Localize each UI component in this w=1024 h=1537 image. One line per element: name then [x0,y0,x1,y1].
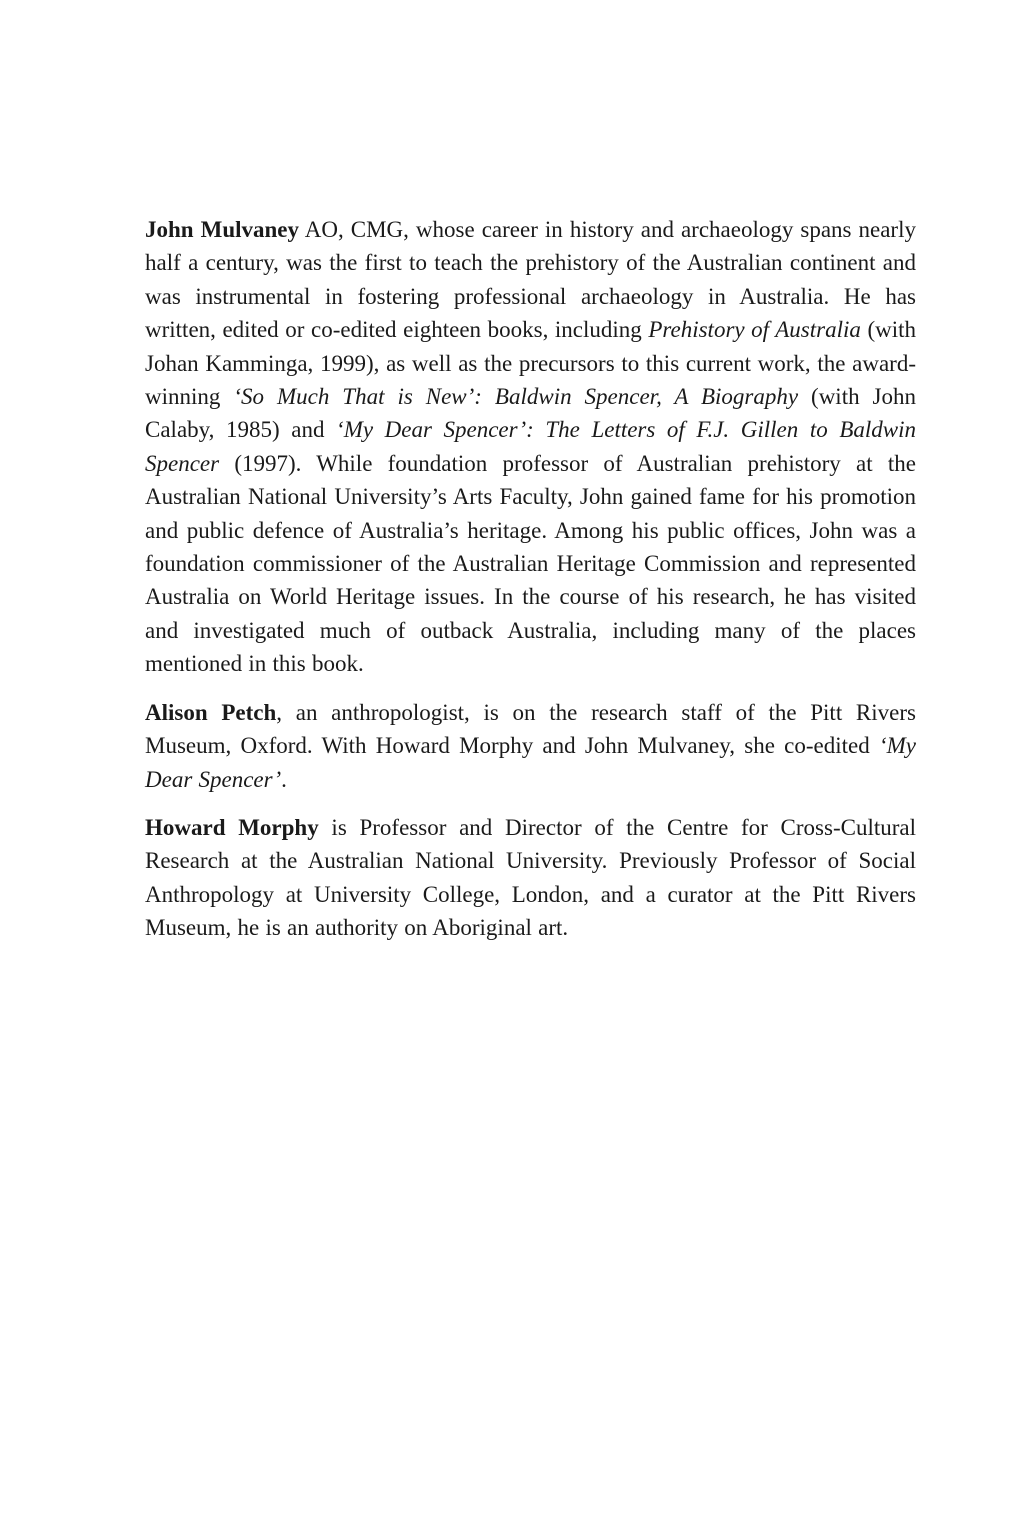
bio-text: , an anthropologist, is on the research staff of the Pitt Rivers Museum, Oxford. With Howard Morphy and John Mulvaney, she co-edited [145,699,916,759]
bio-text: (with John Calaby, 1985) and [145,384,917,443]
bio-text: (with Johan Kamminga, 1999), as well as the precursors to this current work, the award-winning [145,317,916,410]
bio-text: . [281,766,287,792]
book-title: ‘So Much That is New’: Baldwin Spencer, A Biography [233,384,799,410]
bio-text: (1997). While foundation professor of Australian prehistory at the Australian National University’s Arts Faculty, John gained fame for his promotion and public defence of Australia’s heritage. Among his public offices, John was a foundation commissioner of the Australian Heritage Commission and represented Australia on World Heritage issues. In the course of his research, he has visited and investigated much of outback Australia, including many of the places mentioned in this book. [145,450,916,677]
book-title: ‘My Dear Spencer’: The Letters of F.J. Gillen to Baldwin Spencer [145,417,916,476]
bio-alison-petch [145,696,916,796]
bio-name: John Mulvaney [145,217,299,242]
bio-name: Alison Petch [145,699,277,725]
author-bios [145,213,916,960]
book-title: Prehistory of Australia [648,317,861,343]
bio-text: is Professor and Director of the Centre for Cross-Cultural Research at the Australian National University. Previously Professor of Social Anthropology at University College, London, and a curator at the Pitt Rivers Museum, he is an authority on Aboriginal art. [145,814,916,941]
bio-john-mulvaney [145,213,916,681]
bio-text: AO, CMG, whose career in history and archaeology spans nearly half a century, was the first to teach the prehistory of the Australian continent and was instrumental in fostering professional archaeology in Australia. He has written, edited or co-edited eighteen books, including [145,217,916,343]
bio-howard-morphy [145,811,916,945]
bio-name: Howard Morphy [145,814,319,840]
book-title: ‘My Dear Spencer’ [145,733,916,792]
